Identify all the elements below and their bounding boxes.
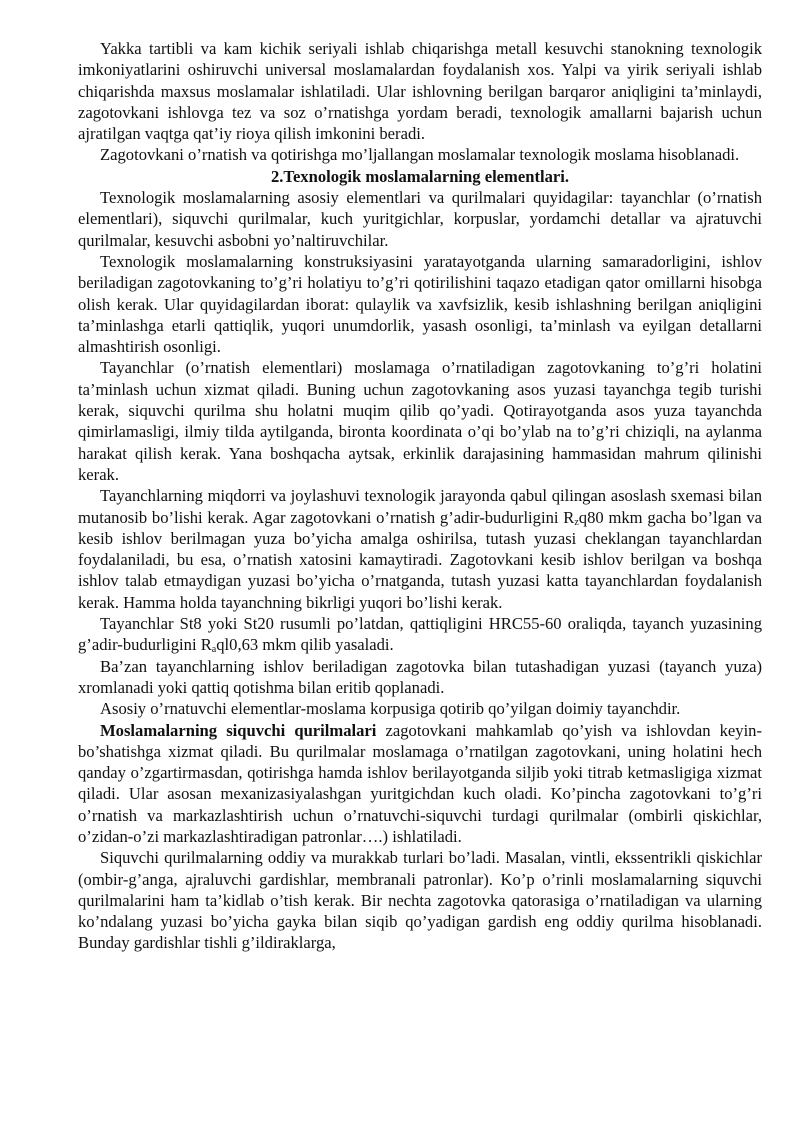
paragraph-supports: Tayanchlar (o’rnatish elementlari) moslamaga o’rnatiladigan zagotovkaning to’g’ri holatini ta’minlash uchun xizmat qiladi. Buning uchun zagotovkaning asos yuzasi tayanchga tegib turishi kerak, siquvchi qurilma shu holatni muqim qilib qo’yadi. Qotirayotganda asos yuza tayanchda qimirlamasligi, ilmiy tilda aytilganda, bironta koordinata o’qi bo’ylab na to’g’ri chiziqli, na aylanma harakat qilish kerak. Yana boshqacha aytsak, erkinlik darajasining hammasidan mahrum qilinishi kerak. [78,358,762,484]
paragraph-text: Tayanchlarning miqdorri va joylashuvi texnologik jarayonda qabul qilingan asoslash sxemasi bilan mutanosib bo’lishi kerak. Agar zagotovkani o’rnatish g’adir-budurligini R [78,486,762,527]
paragraph-text: q80 mkm gacha bo’lgan va kesib ishlov berilmagan yuza bo’yicha amalga oshirilsa, tutash yuzasi cheklangan tayanchlardan foydalaniladi, bu esa, o’rnatish xatosini kamaytiradi. Zagotovkani kesib ishlov berilgan va boshqa ishlov talab etmaydigan yuzasi bo’yicha o’rnatganda, tutash yuzasi katta tayanchlardan foydalanish kerak. Hamma holda tayanchning bikrligi yuqori bo’lishi kerak. [78,507,762,612]
paragraph-text: ql0,63 mkm qilib yasaladi. [216,635,394,655]
subscript: z [574,516,579,528]
paragraph-clamping-devices [78,720,762,848]
paragraph-elements: Texnologik moslamalarning asosiy elementlari va qurilmalari quyidagilar: tayanchlar (o’rnatish elementlari), siquvchi qurilmalar, kuch yuritgichlar, korpuslar, yordamchi detallar va ajratuvchi qurilmalar, kesuvchi asbobni yo’naltiruvchilar. [78,188,762,250]
paragraph-chrome-plating: Ba’zan tayanchlarning ishlov beriladigan zagotovka bilan tutashadigan yuzasi (tayanch yuza) xromlanadi yoki qattiq qotishma bilan eritib qoplanadi. [78,656,762,697]
paragraph-intro: Yakka tartibli va kam kichik seriyali ishlab chiqarishga metall kesuvchi stanokning texnologik imkoniyatlarini oshiruvchi universal moslamalardan foydalanish xos. Yalpi va yirik seriyali ishlab chiqarishda maxsus moslamalar ishlatiladi. Ular ishlovning berilgan barqaror aniqligini ta’minlaydi, zagotovkani ishlovga tez va soz o’rnatishga yordam beradi, texnologik amallarni bajarish uchun ajratilgan vaqtga qat’iy rioya qilish imkonini beradi. [78,39,762,144]
document-page [78,38,762,954]
paragraph-main-elements: Asosiy o’rnatuvchi elementlar-moslama korpusiga qotirib qo’yilgan doimiy tayanchdir. [100,699,681,719]
paragraph-support-material [78,613,762,656]
paragraph-definition: Zagotovkani o’rnatish va qotirishga mo’ljallangan moslamalar texnologik moslama hisoblanadi. [100,145,740,165]
paragraph-text: zagotovkani mahkamlab qo’yish va ishlovdan keyin-bo’shatishga xizmat qiladi. Bu qurilmalar moslamaga o’rnatilgan zagotovkani, uning holatini hech qanday o’zgartirmasdan, qotirishga hamda ishlov berilayotganda siljib yoki titrab ketmasligiga xizmat qiladi. Ular asosan mexanizasiyalashgan yuritgichdan kuch oladi. Ko’pincha zagotovkani to’g’ri o’rnatish va markazlashtirish uchun o’rnatuvchi-siquvchi turdagi qurilmalar (ombirli qiskichlar, o’zidan-o’zi markazlashtiradigan patronlar….) ishlatiladi. [78,720,763,846]
paragraph-design-factors: Texnologik moslamalarning konstruksiyasini yaratayotganda ularning samaradorligini, ishlov beriladigan zagotovkaning to’g’ri holatiyu to’g’ri qotirilishini taqazo etadigan qator omillarni hisobga olish kerak. Ular quyidagilardan iborat: qulaylik va xavfsizlik, kesib ishlashning berilgan aniqligini ta’minlashga etarli qattiqlik, yuqori unumdorlik, yasash osonligi, ta’minlash va eyilgan detallarni almashtirish osonligi. [78,251,762,357]
section-heading: 2.Texnologik moslamalarning elementlari. [270,166,570,186]
subscript: a [211,644,217,656]
paragraph-clamp-types: Siquvchi qurilmalarning oddiy va murakkab turlari bo’ladi. Masalan, vintli, ekssentrikli qiskichlar (ombir-g’anga, ajraluvchi gardishlar, membranali patronlar). Ko’p o’rinli moslamalarning siquvchi qurilmalarini ham ta’kidlab o’tish kerak. Bir nechta zagotovka qatorasiga o’rnatiladigan va ularning ko’ndalang yuzasi bo’yicha gayka bilan siqib qo’yadigan gardish eng oddiy qurilma hisoblanadi. Bunday gardishlar tishli g’ildiraklarga, [78,848,762,953]
bold-term: Moslamalarning siquvchi qurilmalari [100,720,377,740]
paragraph-support-layout [78,485,762,613]
paragraph-text: Tayanchlar St8 yoki St20 rusumli po’latdan, qattiqligini HRC55-60 oraliqda, tayanch yuzasining g’adir-budurligini R [78,614,762,655]
